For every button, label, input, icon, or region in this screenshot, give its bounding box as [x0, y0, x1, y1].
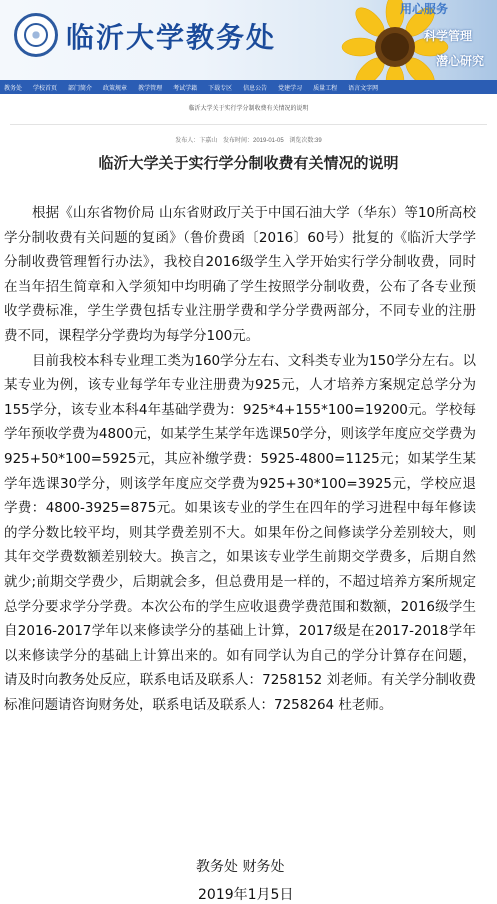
nav-item-exams[interactable]: 考试学籍: [173, 85, 198, 92]
nav-item-policies[interactable]: 政策规章: [103, 85, 128, 92]
publisher: 发布人：卞嘉山: [175, 138, 218, 144]
paragraph: 根据《山东省物价局 山东省财政厅关于中国石油大学（华东）等10所高校学分制收费有关问题的复函》（鲁价费函〔2016〕60号）批复的《临沂大学学分制收费管理暂行办法》，我校自2016级学生入学开始实行学分制收费，同时在当年招生简章和入学须知中均明确了学生按照学分制收费，公布了各专业预收学费标准，学生学费包括专业注册学费和学分学费两部分，不同专业的注册费不同，课程学分学费均为每学分100元。: [4, 205, 476, 344]
signature: 教务处 财务处: [196, 859, 285, 875]
slogan-service: 用心服务: [400, 2, 449, 16]
nav-item-about[interactable]: 部门简介: [68, 85, 93, 92]
article-body: [4, 201, 476, 717]
header-banner: [0, 0, 497, 80]
paragraph: 目前我校本科专业理工类为160学分左右、文科类专业为150学分左右。以某专业为例，该专业每学年专业注册费为925元，人才培养方案规定总学分为155学分，该专业本科4年基础学费为：925*4+155*100=19200元。学校每学年预收学费为4800元，如某学生某学年选课50学分，则该学年度应交学费为925+50*100=5925元，其应补缴学费：5925-4800=1125元；如某学生某学年选课30学分，则该学年度应交学费为925+30*100=3925元，学校应退学费：4800-3925=875元。如果该专业的学生在四年的学习进程中每年修读的学分数比较平均，则其学费差别不大。如果年份之间修读学分差别较大，则其年交学费数额差别较大。换言之，如果该专业学生前期交学费多，后期自然就少;前期交学费少，后期就会多，但总费用是一样的，不超过培养方案所规定总学分要求学分学费。本次公布的学生应收退费学费范围和数额，2016级学生自2016-2017学年以来修读学分的基础上计算，2017级是在2017-2018学年以来修读学分的基础上计算出来的。如有同学认为自己的学分计算存在问题，请及时向教务处反应，联系电话及联系人：7258152 刘老师。有关学分制收费标准问题请咨询财务处，联系电话及联系人：7258264 杜老师。: [4, 352, 476, 713]
nav-item-notices[interactable]: 信息公告: [243, 85, 268, 92]
nav-item-jwc[interactable]: 教务处: [4, 85, 23, 92]
school-name: 临沂大学教务处: [66, 21, 277, 54]
nav-item-party[interactable]: 党建学习: [278, 85, 303, 92]
nav-item-language[interactable]: 语言文字网: [348, 85, 379, 92]
article-title: 临沂大学关于实行学分制收费有关情况的说明: [98, 154, 399, 172]
article-date: 2019年1月5日: [198, 887, 294, 903]
slogan-management: 科学管理: [424, 29, 473, 43]
breadcrumb: 临沂大学关于实行学分制收费有关情况的说明: [188, 106, 309, 112]
nav-item-quality[interactable]: 质量工程: [313, 85, 338, 92]
school-logo-icon: [14, 13, 58, 57]
main-nav: [0, 80, 497, 94]
nav-item-home[interactable]: 学校首页: [33, 85, 58, 92]
slogan-research: 潜心研究: [436, 54, 485, 68]
publish-time: 发布时间：2019-01-05: [222, 138, 284, 144]
view-count: 浏览次数:39: [289, 138, 322, 144]
nav-item-downloads[interactable]: 下载专区: [208, 85, 233, 92]
article-meta: [0, 135, 497, 144]
nav-item-teaching[interactable]: 教学管理: [138, 85, 163, 92]
divider: [10, 124, 487, 125]
